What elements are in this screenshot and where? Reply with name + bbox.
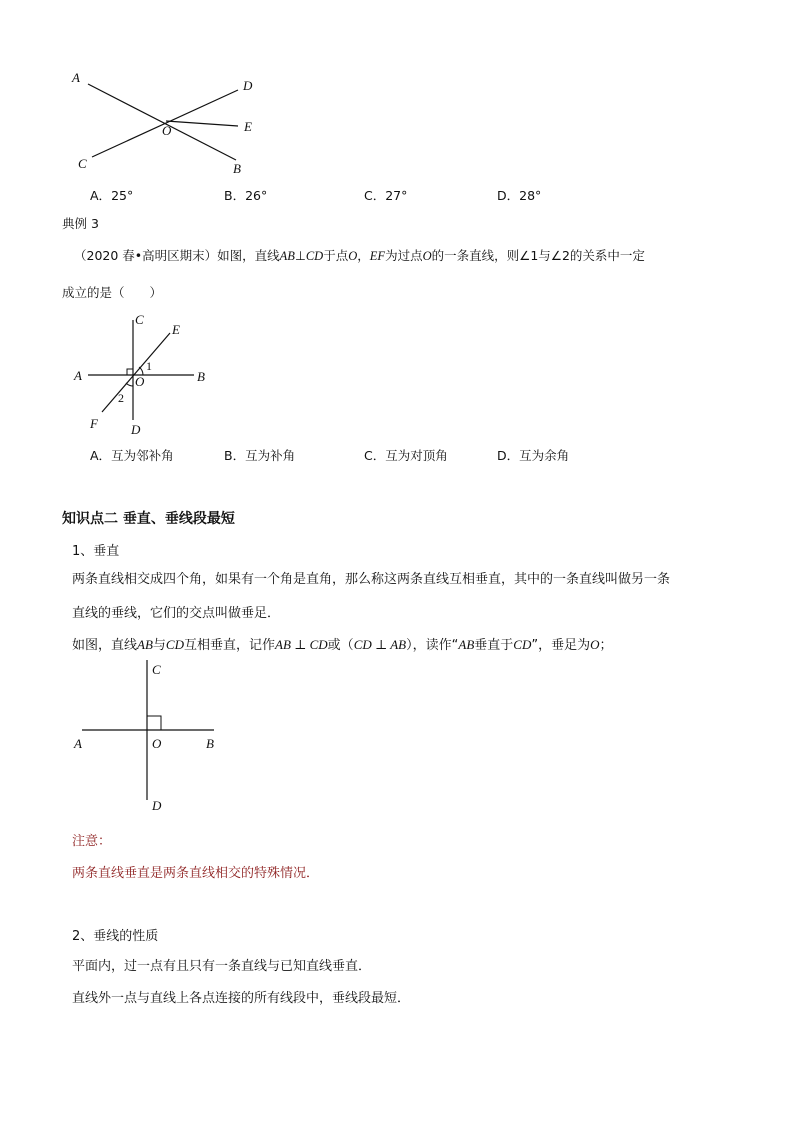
q-comma: ， bbox=[357, 248, 370, 263]
option-text: 互为邻补角 bbox=[111, 448, 174, 463]
option-text: 28° bbox=[519, 188, 542, 203]
option-letter: A． bbox=[90, 188, 112, 203]
math-ab: AB bbox=[137, 637, 153, 652]
label-o: O bbox=[152, 736, 162, 751]
note-title: 注意： bbox=[72, 834, 112, 849]
option-letter: B． bbox=[224, 188, 246, 203]
property-1: 平面内，过一点有且只有一条直线与已知直线垂直． bbox=[72, 959, 372, 974]
label-d: D bbox=[131, 422, 141, 437]
property-2: 直线外一点与直线上各点连接的所有线段中，垂线段最短． bbox=[72, 991, 411, 1006]
label-angle-1: 1 bbox=[146, 359, 152, 373]
label-c: C bbox=[152, 662, 161, 677]
question-line-2: 成立的是（ ） bbox=[62, 285, 163, 300]
text: ），读作“ bbox=[406, 638, 459, 653]
q-mid1: 于点 bbox=[323, 248, 349, 263]
q-o: O bbox=[348, 249, 358, 263]
label-o: O bbox=[162, 123, 172, 138]
label-a: A bbox=[72, 70, 80, 85]
q-ef: EF bbox=[369, 249, 386, 263]
math-o: O bbox=[590, 637, 600, 652]
label-f: F bbox=[90, 416, 98, 431]
example-title: 典例 3 bbox=[62, 216, 99, 231]
option-text: 互为对顶角 bbox=[385, 448, 448, 463]
option-text: 25° bbox=[111, 188, 134, 203]
label-b: B bbox=[233, 161, 241, 176]
option-text: 27° bbox=[385, 188, 408, 203]
label-b: B bbox=[197, 369, 205, 384]
option-letter: D． bbox=[497, 448, 520, 463]
subheading-perpendicular: 1、垂直 bbox=[72, 544, 120, 559]
q-mid3: 的一条直线，则∠1与∠2的关系中一定 bbox=[431, 248, 645, 263]
option-text: 互为补角 bbox=[245, 448, 296, 463]
option-letter: B． bbox=[224, 448, 246, 463]
q-ab: AB bbox=[279, 249, 295, 263]
definition-line-2: 直线的垂线，它们的交点叫做垂足． bbox=[72, 606, 281, 621]
text: ； bbox=[599, 638, 613, 653]
text: 或（ bbox=[327, 638, 354, 653]
label-c: C bbox=[135, 312, 144, 327]
section-heading: 知识点二 垂直、垂线段最短 bbox=[62, 511, 235, 527]
definition-line-1: 两条直线相交成四个角，如果有一个角是直角，那么称这两条直线互相垂直，其中的一条直线叫做另一条 bbox=[72, 572, 671, 587]
label-angle-2: 2 bbox=[118, 391, 124, 405]
q-prefix: （2020 春•高明区期末）如图，直线 bbox=[74, 248, 280, 263]
math-cd: CD bbox=[513, 637, 532, 652]
label-a: A bbox=[74, 368, 82, 383]
label-o: O bbox=[135, 374, 145, 389]
text: 与 bbox=[152, 638, 166, 653]
option-letter: C． bbox=[364, 188, 386, 203]
option-text: 26° bbox=[245, 188, 268, 203]
text: 垂直于 bbox=[474, 638, 514, 653]
option-letter: C． bbox=[364, 448, 386, 463]
label-d: D bbox=[152, 798, 162, 813]
right-angle-mark bbox=[147, 716, 161, 730]
math-ab: AB bbox=[458, 637, 475, 652]
label-b: B bbox=[206, 736, 214, 751]
option-letter: A． bbox=[90, 448, 112, 463]
q-o2: O bbox=[422, 249, 432, 263]
q-cd: CD bbox=[305, 249, 324, 263]
label-e: E bbox=[172, 322, 180, 337]
text: 如图，直线 bbox=[72, 638, 138, 653]
math-cd: CD bbox=[165, 637, 184, 652]
label-a: A bbox=[74, 736, 82, 751]
q-perp: ⊥ bbox=[294, 248, 306, 263]
math-expr: CD ⊥ AB bbox=[353, 637, 407, 652]
label-c: C bbox=[78, 156, 87, 171]
subheading-properties: 2、垂线的性质 bbox=[72, 929, 159, 944]
label-e: E bbox=[244, 119, 252, 134]
option-letter: D． bbox=[497, 188, 520, 203]
text: ”，垂足为 bbox=[531, 638, 591, 653]
q-mid2: 为过点 bbox=[385, 248, 423, 263]
option-text: 互为余角 bbox=[519, 448, 570, 463]
note-text: 两条直线垂直是两条直线相交的特殊情况． bbox=[72, 866, 320, 881]
label-d: D bbox=[243, 78, 253, 93]
math-expr: AB ⊥ CD bbox=[275, 637, 328, 652]
text: 互相垂直，记作 bbox=[183, 638, 275, 653]
